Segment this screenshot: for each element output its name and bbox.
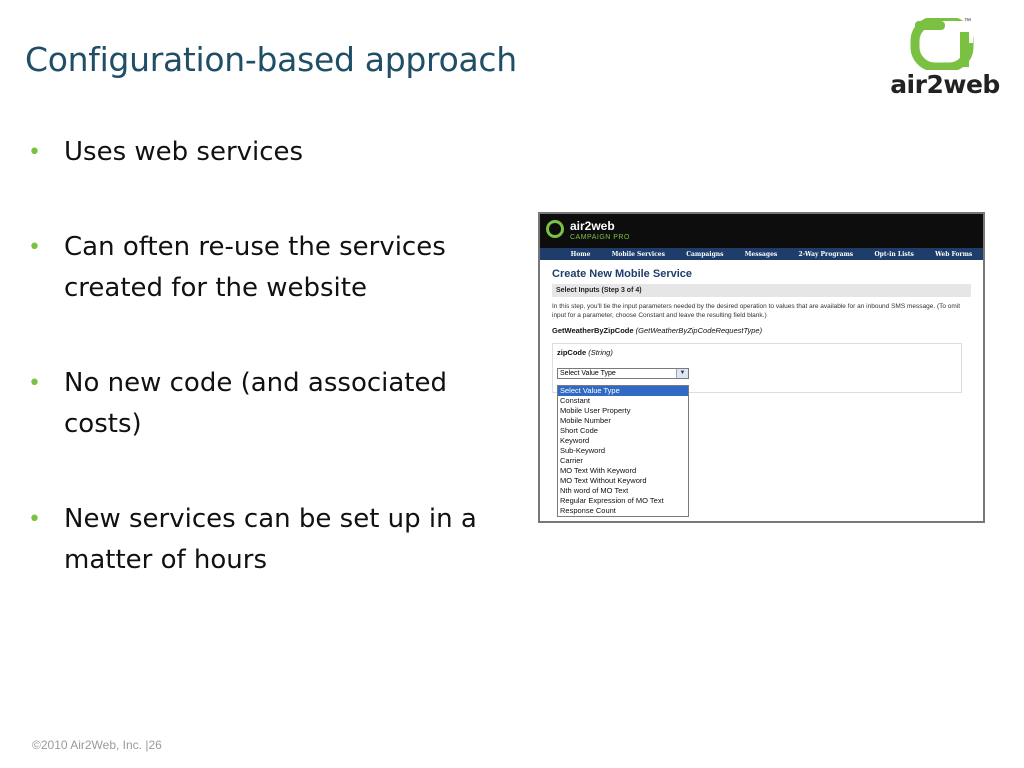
dropdown-option[interactable]: Select Value Type	[558, 386, 688, 396]
operation-type: (GetWeatherByZipCodeRequestType)	[635, 326, 763, 335]
logo-wordmark: air2web	[890, 70, 1000, 99]
dropdown-option[interactable]: Short Code	[560, 426, 598, 435]
app-logo-icon	[546, 220, 564, 238]
nav-item-campaigns[interactable]: Campaigns	[686, 250, 724, 258]
dropdown-option[interactable]: MO Text With Keyword	[560, 466, 637, 475]
value-type-dropdown	[557, 385, 689, 517]
nav-item-2-way-programs[interactable]: 2-Way Programs	[798, 250, 854, 258]
page-heading: Create New Mobile Service	[552, 268, 693, 280]
app-header	[540, 214, 983, 248]
app-product-name: CAMPAIGN PRO	[570, 234, 630, 241]
bullet-item	[28, 363, 498, 445]
bullet-item	[28, 227, 498, 309]
operation-label	[552, 326, 971, 335]
embedded-app-screenshot	[538, 212, 985, 523]
select-current-value: Select Value Type	[560, 370, 616, 377]
dropdown-option[interactable]: Carrier	[560, 456, 583, 465]
bullet-text: Can often re-use the services created for the website	[64, 232, 446, 303]
bullet-item	[28, 132, 498, 173]
nav-item-mobile-services[interactable]: Mobile Services	[611, 250, 665, 258]
dropdown-option[interactable]: Sub-Keyword	[560, 446, 606, 455]
operation-name: GetWeatherByZipCode	[552, 326, 634, 335]
value-type-select[interactable]	[557, 368, 689, 379]
dropdown-option[interactable]: Constant	[560, 396, 591, 405]
app-nav-bar	[540, 248, 983, 260]
bullet-dot-icon: •	[28, 507, 41, 532]
bullet-dot-icon: •	[28, 140, 41, 165]
slide-title: Configuration-based approach	[25, 40, 517, 79]
dropdown-option[interactable]: Mobile Number	[560, 416, 611, 425]
parameter-label	[557, 348, 957, 357]
dropdown-option[interactable]: Regular Expression of MO Text	[560, 496, 664, 505]
bullet-dot-icon: •	[28, 371, 41, 396]
parameter-type: (String)	[588, 348, 613, 357]
bullet-item	[28, 499, 498, 581]
air2web-logo	[884, 18, 1006, 102]
bullet-text: Uses web services	[64, 137, 304, 167]
bullet-list	[28, 132, 498, 581]
trademark-mark: ™	[964, 18, 971, 25]
nav-item-messages[interactable]: Messages	[744, 250, 778, 258]
nav-item-opt-in-lists[interactable]: Opt-in Lists	[874, 250, 914, 258]
dropdown-option[interactable]: Response Count	[560, 506, 616, 515]
app-brand: air2web	[570, 219, 615, 233]
bullet-text: No new code (and associated costs)	[64, 368, 447, 439]
bullet-dot-icon: •	[28, 235, 41, 260]
nav-item-home[interactable]: Home	[570, 250, 591, 258]
step-indicator: Select Inputs (Step 3 of 4)	[552, 284, 971, 297]
bullet-text: New services can be set up in a matter of hours	[64, 504, 477, 575]
dropdown-option[interactable]: MO Text Without Keyword	[560, 476, 647, 485]
app-body	[540, 260, 983, 393]
dropdown-option[interactable]: Mobile User Property	[560, 406, 631, 415]
air2web-a-icon	[884, 18, 1006, 70]
dropdown-option[interactable]: Nth word of MO Text	[560, 486, 629, 495]
slide-footer: ©2010 Air2Web, Inc. |26	[32, 738, 162, 752]
parameter-name: zipCode	[557, 348, 587, 357]
nav-item-web-forms[interactable]: Web Forms	[935, 250, 973, 258]
dropdown-option[interactable]: Keyword	[560, 436, 590, 445]
instructions-text: In this step, you'll tie the input parameters needed by the desired operation to values that are available for an inbound SMS message. (To omit input for a parameter, choose Constant and leave the resulting field blank.)	[552, 303, 961, 319]
chevron-down-icon[interactable]: ▼	[676, 369, 688, 378]
